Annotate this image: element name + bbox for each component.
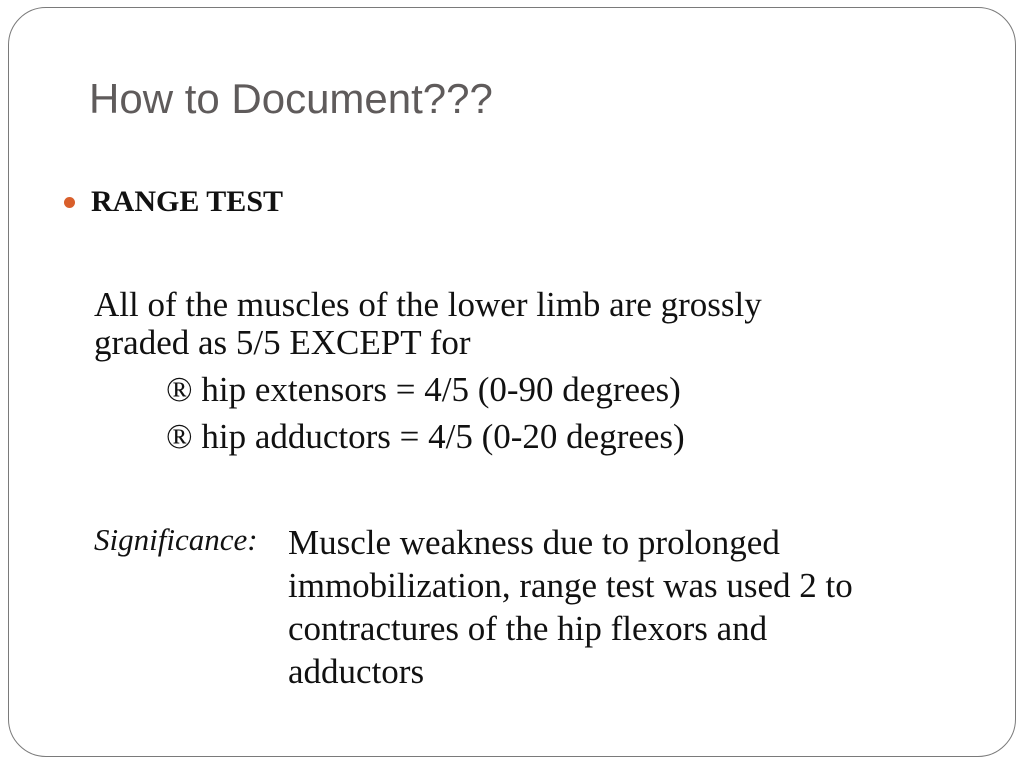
significance-line: Muscle weakness due to prolonged [288, 523, 780, 562]
slide-title: How to Document??? [89, 75, 493, 122]
grading-paragraph [94, 286, 914, 362]
exception-item-hip-extensors: ® hip extensors = 4/5 (0-90 degrees) [166, 370, 681, 409]
significance-line: adductors [288, 652, 425, 691]
bullet-label: RANGE TEST [91, 185, 284, 218]
exception-item-hip-adductors: ® hip adductors = 4/5 (0-20 degrees) [166, 417, 685, 456]
bullet-dot-icon [64, 197, 75, 208]
significance-line: immobilization, range test was used 2 to [288, 566, 853, 605]
paragraph-line: graded as 5/5 EXCEPT for [94, 323, 471, 362]
bullet-item [64, 182, 283, 222]
paragraph-line: All of the muscles of the lower limb are grossly [94, 285, 762, 324]
slide-frame [8, 7, 1016, 757]
significance-text [288, 521, 988, 693]
significance-line: contractures of the hip flexors and [288, 609, 768, 648]
significance-label: Significance: [94, 522, 258, 557]
